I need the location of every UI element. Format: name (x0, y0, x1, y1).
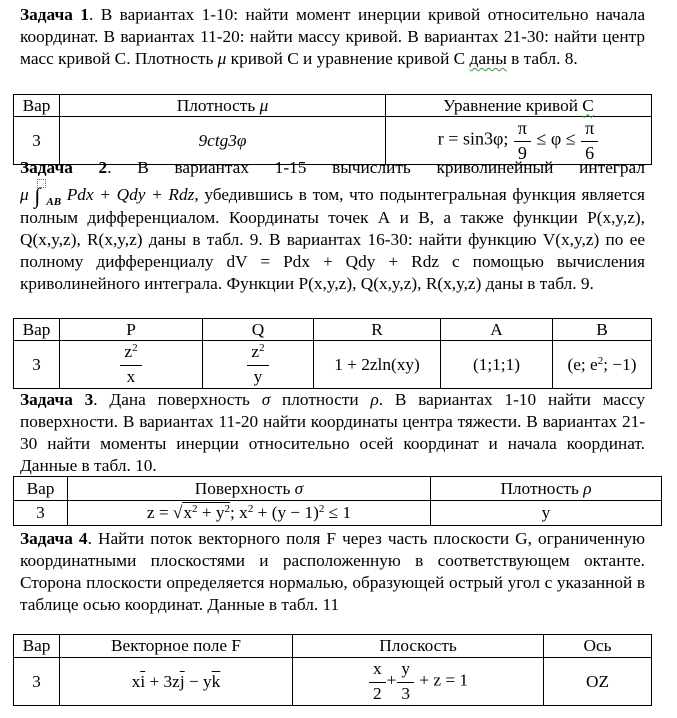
table-row (14, 341, 652, 389)
task4-title: Задача 4 (20, 529, 88, 548)
header-b: B (553, 319, 652, 341)
cell-q: $\frac{z^2}{y}$ (203, 341, 314, 389)
cell-var: 3 (14, 501, 68, 526)
task4-paragraph: Задача 4. Найти поток векторного поля F через часть плоскости G, ограниченную координатными плоскостями и расположенную в соответствующем октанте. Сторона плоскости определяется нормалью, образующей острый угол с указанной в таблице осью координат. Данные в табл. 11 (20, 529, 645, 614)
table-header-row (14, 319, 652, 341)
cell-density: y (431, 501, 662, 526)
task2-paragraph: Задача 2. В вариантах 1-15 вычислить криволинейный интеграл μ ∫ $_{AB}$ Pdx + Qdy + Rdz, убедившись в том, что подынтегральная функция является полным дифференциалом. Координаты точек А и В, а также функции P(x,y,z), Q(x,y,z), R(x,y,z) даны в табл. 9. В вариантах 16-30: найти функцию V(x,y,z) по ее полному дифференциалу dV = Pdx + Qdy + Rdz с помощью вычисления криволинейного интеграла. Функции P(x,y,z), Q(x,y,z), R(x,y,z) даны в табл. 9. (20, 158, 645, 293)
integral-body: Pdx + Qdy + Rdz (66, 185, 195, 204)
integral-sign: ∫ (34, 183, 41, 208)
cell-plane: $\frac{x}{2}$ + $\frac{y}{3}$ + z = 1 (293, 658, 544, 706)
cell-p: $\frac{z^2}{x}$ (60, 341, 203, 389)
cell-vector-field: $x\overline{i} + 3z\overline{j} - y\overline{k}$ (60, 658, 293, 706)
header-q: Q (203, 319, 314, 341)
table-row (14, 501, 662, 526)
cell-var: 3 (14, 117, 60, 165)
header-vector-field: Векторное поле F (60, 635, 293, 658)
cell-axis: OZ (544, 658, 652, 706)
table-header-row (14, 95, 652, 117)
sigma-symbol: σ (261, 390, 271, 409)
mu-symbol: μ (217, 49, 227, 68)
header-var: Вар (14, 477, 68, 501)
header-surface: Поверхность σ (68, 477, 431, 501)
cell-surface: $z = √x^2 + y^2$; $x^2 + (y - 1)^2 \le 1$ (68, 501, 431, 526)
header-a: A (441, 319, 553, 341)
cell-a: (1;1;1) (441, 341, 553, 389)
placeholder-box-icon (37, 179, 46, 188)
table-8 (13, 94, 652, 165)
header-var: Вар (14, 635, 60, 658)
table-header-row (14, 635, 652, 658)
table-header-row (14, 477, 662, 501)
task3-title: Задача 3 (20, 390, 94, 409)
cell-var: 3 (14, 341, 60, 389)
header-var: Вар (14, 95, 60, 117)
table-row (14, 658, 652, 706)
header-p: P (60, 319, 203, 341)
header-density: Плотность ρ (431, 477, 662, 501)
table-11 (13, 634, 652, 706)
task1-paragraph: Задача 1. В вариантах 1-10: найти момент инерции кривой относительно начала координат. В вариантах 11-20: найти массу кривой. В вариантах 21-30: найти центр масс кривой С. Плотность μ кривой С и уравнение кривой С даны в табл. 8. (20, 5, 645, 68)
table-9 (13, 318, 652, 389)
cell-var: 3 (14, 658, 60, 706)
task1-title: Задача 1 (20, 5, 89, 24)
integral-mu: μ (20, 185, 29, 204)
header-var: Вар (14, 319, 60, 341)
header-plane: Плоскость (293, 635, 544, 658)
header-axis: Ось (544, 635, 652, 658)
rho-symbol: ρ (370, 390, 379, 409)
task3-paragraph: Задача 3. Дана поверхность σ плотности ρ. В вариантах 1-10 найти массу поверхности. В вариантах 11-20 найти координаты центра тяжести. В вариантах 21-30 найти моменты инерции относительно осей координат и начала координат. Данные в табл. 10. (20, 390, 645, 475)
table-10 (13, 476, 662, 526)
header-curve-equation: Уравнение кривой С (386, 95, 652, 117)
cell-r: 1 + 2zln(xy) (314, 341, 441, 389)
cell-density: 9ctg3φ (60, 117, 386, 165)
cell-b: (e; $e^2$; −1) (553, 341, 652, 389)
cell-curve-equation: r = sin3φ; $\frac{\pi}{9}$ ≤ φ ≤ $\frac{\pi}{6}$ (386, 117, 652, 165)
header-density: Плотность μ (60, 95, 386, 117)
spellcheck-word: даны (469, 49, 507, 68)
task2-title: Задача 2 (20, 158, 108, 177)
header-r: R (314, 319, 441, 341)
